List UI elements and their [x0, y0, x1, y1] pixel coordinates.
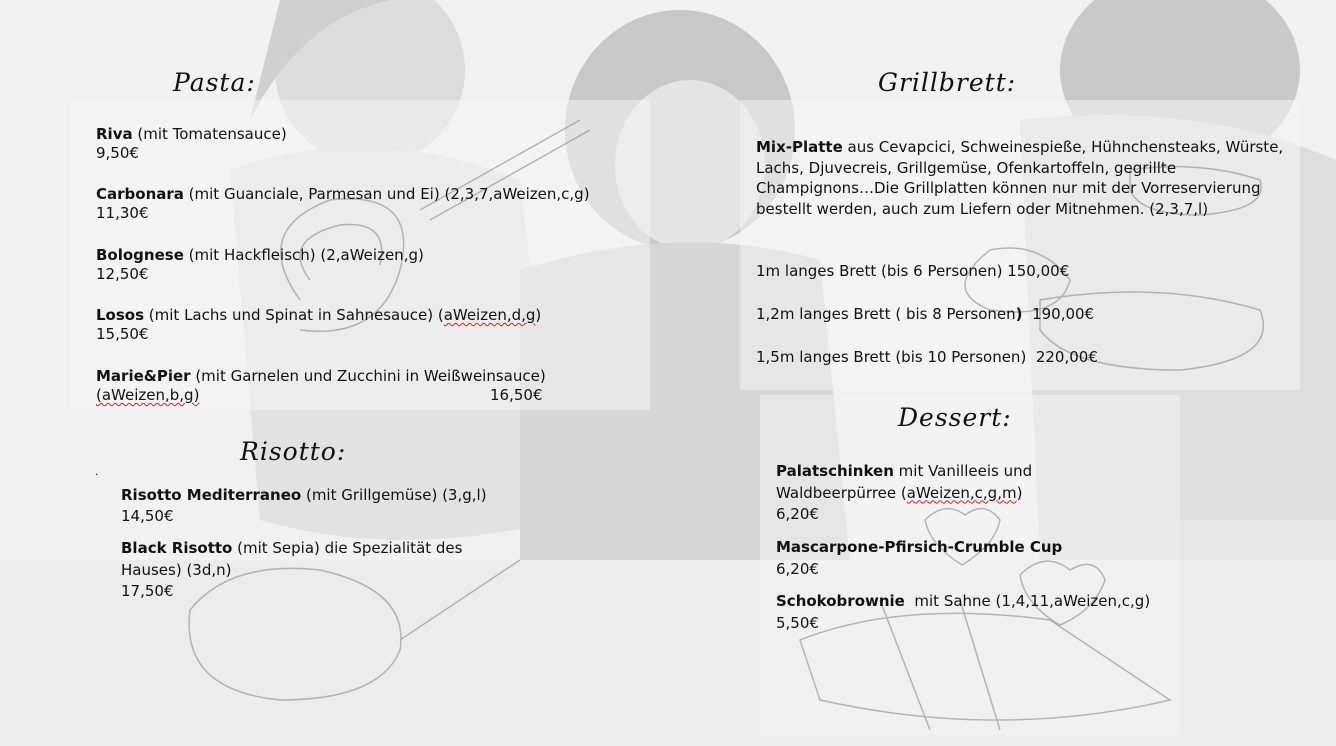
item-price: 14,50€ [121, 507, 174, 525]
grill-heading: Grillbrett: [878, 68, 1017, 97]
board-option-1m: 1m langes Brett (bis 6 Personen) 150,00€ [756, 262, 1070, 280]
menu-item-losos [96, 306, 541, 344]
menu-item-marie-pier [96, 367, 546, 405]
item-name: Carbonara [96, 185, 184, 203]
stray-dot: . [95, 465, 99, 478]
item-description: (mit Guanciale, Parmesan und Ei) (2,3,7,aWeizen,c,g) [183, 185, 590, 203]
item-price: 6,20€ [776, 505, 819, 523]
board-price: 190,00€ [1022, 305, 1095, 323]
item-name: Mix-Platte [756, 138, 843, 156]
board-option-1-2m [756, 305, 1094, 324]
item-description: mit Vanilleeis und [893, 462, 1033, 480]
item-description: (mit Tomatensauce) [132, 125, 287, 143]
menu-item-bolognese [96, 246, 424, 284]
item-name: Palatschinken [776, 462, 894, 480]
item-allergens: aWeizen,c,g,m [906, 483, 1017, 502]
item-price: 5,50€ [776, 613, 819, 632]
risotto-heading: Risotto: [240, 437, 347, 466]
item-price: 15,50€ [96, 325, 149, 343]
mix-platte-description [756, 137, 1296, 219]
menu-item-schokobrownie [776, 591, 1150, 634]
item-name: Losos [96, 306, 145, 324]
item-description-end: ) [1016, 483, 1023, 502]
menu-item-riva [96, 125, 287, 163]
item-description-2: Hauses) (3d,n) [121, 560, 232, 579]
board-label: 1,2m langes Brett ( bis 8 Personen [756, 305, 1016, 323]
item-description: (mit Hackfleisch) (2,aWeizen,g) [183, 246, 424, 264]
item-description: mit Sahne (1,4,11,aWeizen,c,g) [904, 592, 1151, 610]
item-price: 6,20€ [776, 559, 819, 578]
item-price: 12,50€ [96, 265, 149, 283]
item-name: Bolognese [96, 246, 184, 264]
item-name: Black Risotto [121, 539, 233, 557]
menu-item-risotto-mediterraneo [121, 485, 487, 527]
item-price-marie-pier: 16,50€ [490, 386, 543, 404]
item-allergens: (aWeizen,b,g) [96, 386, 200, 404]
menu-item-carbonara [96, 185, 590, 223]
menu-item-black-risotto [121, 538, 462, 603]
item-description: (mit Garnelen und Zucchini in Weißweinsauce) [190, 367, 546, 385]
board-bold-paren: ) [1015, 305, 1023, 323]
item-price: 11,30€ [96, 204, 149, 222]
board-option-1-5m: 1,5m langes Brett (bis 10 Personen) 220,00€ [756, 348, 1098, 366]
item-allergens: aWeizen,d,g [443, 306, 536, 324]
item-price: 17,50€ [121, 582, 174, 600]
item-name: Mascarpone-Pfirsich-Crumble Cup [776, 538, 1063, 556]
dessert-heading: Dessert: [898, 403, 1012, 432]
menu-item-palatschinken [776, 461, 1032, 526]
item-description-end: ) [535, 306, 542, 324]
item-description: (mit Grillgemüse) (3,g,l) [301, 486, 487, 504]
item-name: Risotto Mediterraneo [121, 486, 302, 504]
menu-item-mascarpone-cup [776, 537, 1062, 580]
item-description-2: Waldbeerpürree ( [776, 483, 907, 502]
item-description: (mit Sepia) die Spezialität des [232, 539, 463, 557]
item-name: Marie&Pier [96, 367, 191, 385]
pasta-heading: Pasta: [173, 68, 256, 97]
item-price: 9,50€ [96, 144, 139, 162]
item-name: Riva [96, 125, 133, 143]
item-description: aus Cevapcici, Schweinespieße, Hühnchensteaks, Würste, Lachs, Djuvecreis, Grillgemüse, Ofenkartoffeln, gegrillte Champignons…Die Grillplatten können nur mit der Vorreservierung bestellt werden, auch zum Liefern oder Mitnehmen. (2,3,7,l) [756, 138, 1284, 218]
item-name: Schokobrownie [776, 592, 905, 610]
item-description: (mit Lachs und Spinat in Sahnesauce) ( [144, 306, 444, 324]
